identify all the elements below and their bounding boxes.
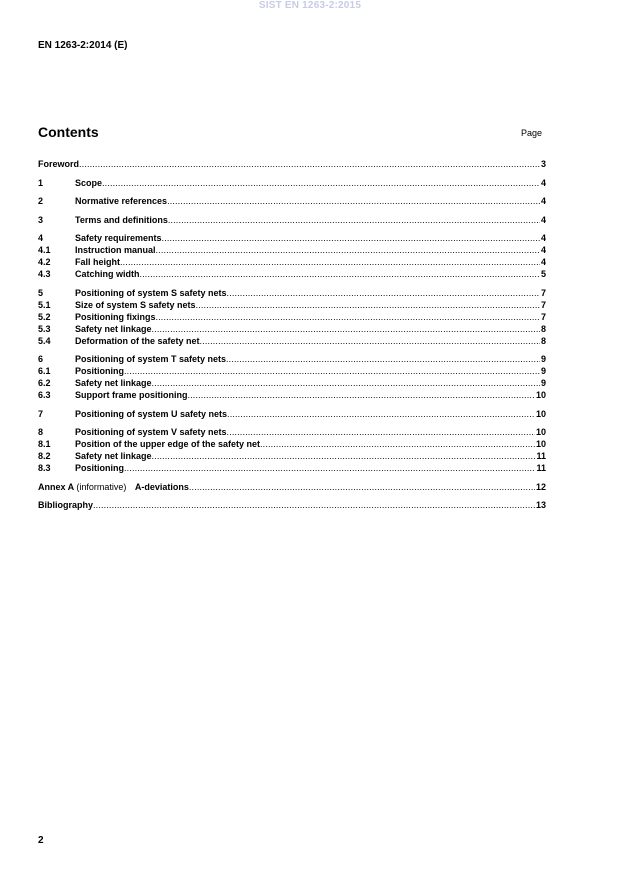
- toc-entry-title: Positioning fixings: [75, 311, 156, 322]
- toc-entry-title: Scope: [75, 177, 103, 188]
- toc-leader: [120, 256, 540, 268]
- toc-entry-number: 5.3: [38, 323, 51, 334]
- toc-entry-title: Positioning: [75, 463, 124, 473]
- toc-entry-safety-net-linkage-6[interactable]: [38, 377, 546, 389]
- toc-entry-page: 10: [535, 427, 546, 437]
- toc-leader: [188, 389, 535, 401]
- toc-entry-page: 9: [540, 378, 546, 388]
- toc-entry-number: 4.3: [38, 269, 51, 279]
- toc-leader: [156, 311, 540, 323]
- toc-leader: [200, 335, 540, 347]
- toc-entry-page: 3: [540, 159, 546, 169]
- toc-entry-title: Deformation of the safety net: [75, 335, 200, 346]
- toc-leader: [124, 365, 540, 377]
- toc-leader: [227, 408, 535, 420]
- toc-entry-title: Safety net linkage: [75, 378, 152, 388]
- toc-entry-page: 4: [540, 196, 546, 206]
- toc-entry-title: [38, 481, 189, 493]
- toc-entry-page: 11: [536, 463, 546, 473]
- toc-entry-page: 10: [535, 408, 546, 419]
- page-number: 2: [38, 835, 44, 846]
- page-column-label: Page: [521, 128, 543, 138]
- toc-leader: [93, 499, 535, 511]
- toc-entry-positioning-8[interactable]: [38, 462, 546, 474]
- toc-leader: [226, 353, 540, 365]
- toc-entry-page: 5: [540, 269, 546, 279]
- toc-entry-number: 8.1: [38, 439, 51, 449]
- toc-entry-title: Positioning of system U safety nets: [75, 408, 228, 419]
- toc-entry-system-v[interactable]: [38, 426, 546, 438]
- toc-leader: [156, 244, 540, 256]
- toc-entry-support-frame[interactable]: [38, 389, 546, 401]
- toc-entry-title: Positioning of system S safety nets: [75, 287, 227, 298]
- toc-entry-title: Safety net linkage: [75, 451, 152, 461]
- toc-entry-number: 8.3: [38, 463, 51, 473]
- watermark: SIST EN 1263-2:2015: [258, 0, 362, 11]
- toc-leader: [102, 177, 540, 189]
- toc-entry-number: 5.2: [38, 311, 51, 322]
- toc-entry-foreword[interactable]: [38, 158, 546, 170]
- toc-entry-upper-edge[interactable]: [38, 438, 546, 450]
- toc-entry-number: 4: [38, 233, 44, 243]
- toc-entry-page: 8: [540, 323, 546, 334]
- toc-entry-safety-net-linkage-5[interactable]: [38, 323, 546, 335]
- annex-note: (informative): [76, 481, 127, 492]
- toc-entry-catching-width[interactable]: [38, 268, 546, 280]
- toc-entry-system-u[interactable]: [38, 408, 546, 420]
- toc-entry-page: 4: [540, 177, 546, 188]
- toc-entry-positioning-6[interactable]: [38, 365, 546, 377]
- toc-entry-number: 5.1: [38, 299, 51, 310]
- toc-entry-terms-and-definitions[interactable]: [38, 214, 546, 226]
- toc-entry-page: 7: [540, 299, 546, 310]
- toc-entry-page: 4: [540, 233, 546, 243]
- toc-entry-page: 11: [536, 451, 546, 461]
- toc-entry-positioning-fixings[interactable]: [38, 311, 546, 323]
- toc-entry-size-system-s[interactable]: [38, 299, 546, 311]
- toc-entry-number: 2: [38, 196, 44, 206]
- toc-leader: [140, 268, 540, 280]
- toc-leader: [227, 426, 535, 438]
- contents-title: Contents: [38, 124, 99, 140]
- toc-leader: [152, 377, 540, 389]
- toc-entry-deformation[interactable]: [38, 335, 546, 347]
- toc-entry-number: 6: [38, 354, 44, 364]
- toc-entry-title: Size of system S safety nets: [75, 299, 196, 310]
- toc-entry-page: 9: [540, 354, 546, 364]
- toc-leader: [152, 323, 540, 335]
- toc-entry-number: 6.3: [38, 390, 51, 400]
- toc-entry-number: 5.4: [38, 335, 51, 346]
- toc-entry-title: Fall height: [75, 257, 120, 267]
- toc-entry-page: 4: [540, 214, 546, 225]
- toc-entry-title: Normative references: [75, 196, 168, 206]
- toc-entry-page: 4: [540, 257, 546, 267]
- toc-entry-number: 6.1: [38, 366, 51, 376]
- toc-entry-system-t[interactable]: [38, 353, 546, 365]
- toc-entry-normative-references[interactable]: [38, 195, 546, 207]
- annex-label: Annex A: [38, 481, 74, 492]
- toc-entry-number: 5: [38, 287, 44, 298]
- toc-entry-safety-requirements[interactable]: [38, 232, 546, 244]
- toc-entry-number: 8: [38, 427, 44, 437]
- toc-entry-bibliography[interactable]: [38, 499, 546, 511]
- toc-entry-page: 9: [540, 366, 546, 376]
- toc-entry-number: 7: [38, 408, 44, 419]
- table-of-contents: [38, 158, 546, 511]
- toc-entry-number: 4.1: [38, 245, 51, 255]
- toc-entry-title: Safety requirements: [75, 233, 162, 243]
- toc-leader: [260, 438, 535, 450]
- toc-entry-number: 6.2: [38, 378, 51, 388]
- toc-leader: [162, 232, 540, 244]
- toc-leader: [196, 299, 540, 311]
- toc-entry-title: Positioning: [75, 366, 124, 376]
- toc-entry-title: Terms and definitions: [75, 214, 168, 225]
- toc-entry-fall-height[interactable]: [38, 256, 546, 268]
- toc-entry-number: 8.2: [38, 451, 51, 461]
- toc-leader: [124, 462, 535, 474]
- toc-entry-number: 4.2: [38, 257, 51, 267]
- toc-entry-number: 3: [38, 214, 44, 225]
- toc-entry-title: Foreword: [38, 159, 80, 169]
- toc-entry-page: 13: [535, 500, 546, 510]
- toc-entry-title: Positioning of system T safety nets: [75, 354, 227, 364]
- toc-leader: [152, 450, 536, 462]
- toc-leader: [168, 214, 540, 226]
- toc-entry-title: Safety net linkage: [75, 323, 152, 334]
- toc-entry-safety-net-linkage-8[interactable]: [38, 450, 546, 462]
- toc-leader: [79, 158, 540, 170]
- toc-entry-instruction-manual[interactable]: [38, 244, 546, 256]
- toc-entry-title: Positioning of system V safety nets: [75, 427, 227, 437]
- toc-entry-page: 10: [535, 439, 546, 449]
- document-id: EN 1263-2:2014 (E): [38, 40, 128, 51]
- toc-entry-page: 4: [540, 245, 546, 255]
- toc-entry-page: 7: [540, 287, 546, 298]
- toc-entry-page: 12: [535, 481, 546, 492]
- toc-entry-annex-a[interactable]: [38, 481, 546, 493]
- toc-entry-title: Position of the upper edge of the safety net: [75, 439, 261, 449]
- toc-entry-title: Catching width: [75, 269, 140, 279]
- toc-entry-system-s[interactable]: [38, 287, 546, 299]
- toc-entry-title: Support frame positioning: [75, 390, 188, 400]
- toc-entry-number: 1: [38, 177, 44, 188]
- toc-entry-page: 10: [535, 390, 546, 400]
- toc-entry-page: 8: [540, 335, 546, 346]
- toc-leader: [189, 481, 535, 493]
- toc-entry-scope[interactable]: [38, 177, 546, 189]
- toc-leader: [167, 195, 540, 207]
- toc-entry-title: Bibliography: [38, 500, 94, 510]
- toc-leader: [227, 287, 540, 299]
- toc-entry-title: Instruction manual: [75, 245, 156, 255]
- toc-entry-page: 7: [540, 311, 546, 322]
- annex-title: A-deviations: [134, 481, 189, 492]
